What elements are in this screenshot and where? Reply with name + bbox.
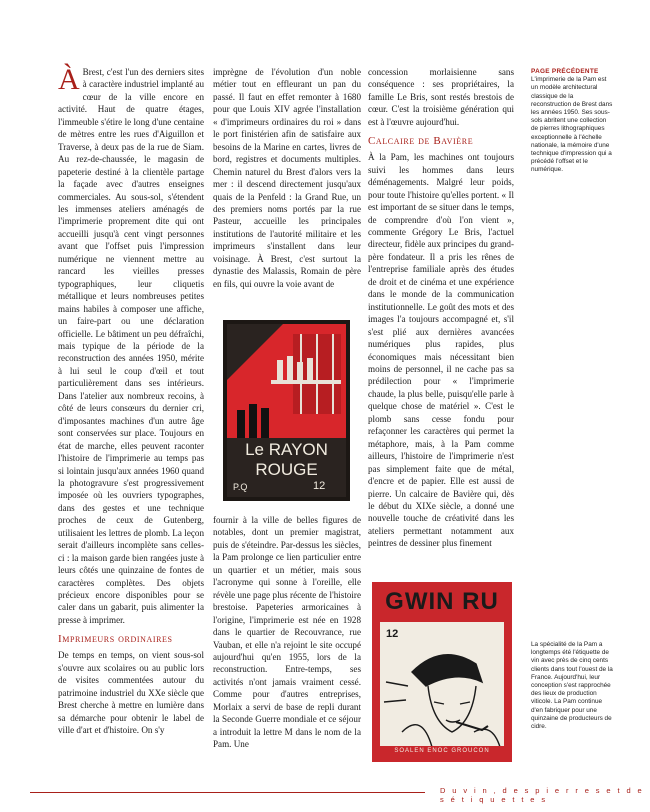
gwin-ru-caption: SOALEN ENOC GROUCON xyxy=(394,748,490,754)
sidebar-title: PAGE PRÉCÉDENTE xyxy=(531,68,599,75)
subhead-calcaire: Calcaire de Bavière xyxy=(368,135,474,148)
gwin-ru-label-image xyxy=(372,582,512,762)
pam-history-paragraph: fournir à la ville de belles figures de notables, dont un premier magistrat, puis de s'éteindre. Par-dessus les siècles, la Pam prolonge ce lien particulier entre un quartier et un métier, mais sous l'acronyme qui sonne à l'oreille, elle révèle une page plus récente de l'histoire brestoise. Papeteries armoricaines à l'origine, l'imprimerie est née en 1928 dans le quartier de Recouvrance, rue Vauban, et elle n'a rejoint le site occupé aujourd'hui qu'en 1955, lors de la reconstruction. Entre-temps, ses activités n'ont jamais vraiment cessé. Comme pour d'autres entreprises, Morlaix a servi de base de repli durant la Seconde Guerre mondiale et ce séjour a introduit la lettre M dans le nom de la Pam. Une xyxy=(213,515,361,750)
sidebar-caption-top xyxy=(531,68,615,175)
concession-paragraph: concession morlaisienne sans conséquence : ses propriétaires, la famille Le Bris, sont restés brestois de cœur. C'est la troisième génération qui est à l'œuvre aujourd'hui. xyxy=(368,67,514,127)
sidebar-caption-bottom xyxy=(531,641,615,731)
rayon-rouge-label-image xyxy=(223,320,350,501)
intro-paragraph xyxy=(58,63,204,626)
sidebar-top-text: L'imprimerie de la Pam est un modèle architectural classique de la reconstruction de Brest dans les années 1950. Ses sous-sols abritent une collection de pierres lithographiques exceptionnelle à l'échelle nationale, la mémoire d'une technique d'impression qui a précédé l'offset et le numérique. xyxy=(531,76,613,174)
gwin-ru-price: 12 xyxy=(386,628,399,640)
calcaire-paragraph: À la Pam, les machines ont toujours suivi les hommes dans leurs déménagements. Malgré leur poids, pour toute l'histoire qu'elles portent. « Il est important de se situer dans le temps, de comprendre d'où l'on vient », commente Grégory Le Bris, l'actuel directeur, fidèle aux principes du grand-père fondateur. Il a pris les rênes de l'entreprise familiale après des études de droit et de cinéma et une expérience dans le monde de la communication institutionnelle. Le goût des mots et des images l'a toujours accompagné et, s'il s'est plié aux dernières avancées numériques plus rapides, plus économiques mais nécessitant bien moins de personnel, il ne cache pas sa prédilection pour « l'imprimerie chaude, la plus belle, puisqu'elle parle à quelque chose de matériel ». C'est le plomb sans cesse fondu pour refaçonner les caractères qui permet la métaphore, mais, à la Pam comme ailleurs, l'histoire de l'imprimerie n'est pas simplement faite que de métal, d'encre et de papier. Elle est aussi de pierre. Un calcaire de Bavière qui, dès le début du XIXe siècle, a donné une nouvelle touche de créativité dans les ateliers permettant notamment aux peintres de dessiner plus finement xyxy=(368,152,514,549)
poster-title-line2: ROUGE xyxy=(255,460,318,479)
imprimeurs-paragraph: De temps en temps, on vient sous-sol s'ouvre aux scolaires ou au public lors de visites commentées autour du patrimoine industriel du XXe siècle que Brest cherche à mettre en lumière dans sa démarche pour obtenir le label de ville d'art et d'histoire. On s'y xyxy=(58,650,204,736)
column-2-bottom xyxy=(213,514,361,751)
poster-price: 12 xyxy=(313,480,326,492)
drop-cap: À xyxy=(58,63,80,96)
gwin-ru-title: GWIN RU xyxy=(385,588,499,615)
subhead-imprimeurs: Imprimeurs ordinaires xyxy=(58,633,173,646)
column-3 xyxy=(368,66,514,550)
footer-running-title: D u v i n , d e s p i e r r e s e t d e s é t i q u e t t e s xyxy=(440,786,645,804)
intro-text: Brest, c'est l'un des derniers sites à caractère industriel implanté au cœur de la ville encore en activité. Haut de quatre étages, l'immeuble s'étire le long d'une centaine de mètres entre les rues d'Aiguillon et Traverse, à deux pas de la rue de Siam. Au rez-de-chaussée, le magasin de papeterie destiné à la clientèle partage la façade avec d'autres enseignes commerciales. Au sous-sol, s'étendent les immenses ateliers aménagés de l'imprimerie proprement dite qui ont accueilli jusqu'à cent vingt personnes avant que l'offset puis l'impression numérique ne viennent mettre au rancard les vieilles presses typographiques, leur cliquetis métallique et leurs nombreuses petites mains habiles à composer une affiche, un faire-part ou une déclaration officielle. Le bâtiment un peu défraîchi, mais typique de la période de la reconstruction des années 1950, mérite à lui seul le coup d'œil et tout particulièrement dans ses intérieurs. Dans l'atelier aux nombreux recoins, à côté de leurs consœurs du dernier cri, d'imposantes machines d'un autre âge sont conservées sur place. Toujours en état de marche, elles peuvent raconter l'histoire de l'imprimerie au temps pas si lointain jusqu'aux années 1960 quand la photogravure s'est progressivement imposée où les ouvriers typographes, dans des gestes et une technique proches de ceux de Gutenberg, utilisaient les lettres de plomb. La leçon serait d'ailleurs incomplète sans celles-ci : la maison garde bien rangées juste à leurs côtés une quinzaine de fontes de caractères complètes. Des objets précieux encore disponibles pour se caler dans un gabarit, puis alimenter la presse à imprimer. xyxy=(58,67,204,625)
column-1 xyxy=(58,63,204,737)
sidebar-bottom-text: La spécialité de la Pam a longtemps été l'étiquette de vin avec près de cinq cents clients dans tout l'ouest de la France. Aujourd'hui, leur conception s'est rapprochée des lieux de production viticole. La Pam continue d'en fabriquer pour une quinzaine de producteurs de cidre. xyxy=(531,641,613,731)
poster-title-line1: Le RAYON xyxy=(245,440,328,459)
column-2-top xyxy=(213,66,361,290)
poster-pq: P.Q xyxy=(233,482,248,492)
footer-rule xyxy=(30,792,425,793)
history-paragraph: imprègne de l'évolution d'un noble métier tout en effleurant un pan du passé. Il faut en effet remonter à 1680 pour que Louis XIV agrée l'installation « d'imprimeurs ordinaires du roi » dans le port finistérien afin de satisfaire aux besoins de la Marine en cartes, livres de bord, registres et documents multiples. Chemin naturel du Brest d'alors vers la mer : il descend directement jusqu'aux quais de la Penfeld : la Grand Rue, un des premiers noms portés par la rue Pasteur, accueille les principales institutions de l'autorité militaire et les imprimeurs s'installent dans leur voisinage. À Brest, c'est surtout la dynastie des Malassis, Romain de père en fils, qui ouvre la voie avant de xyxy=(213,67,361,289)
